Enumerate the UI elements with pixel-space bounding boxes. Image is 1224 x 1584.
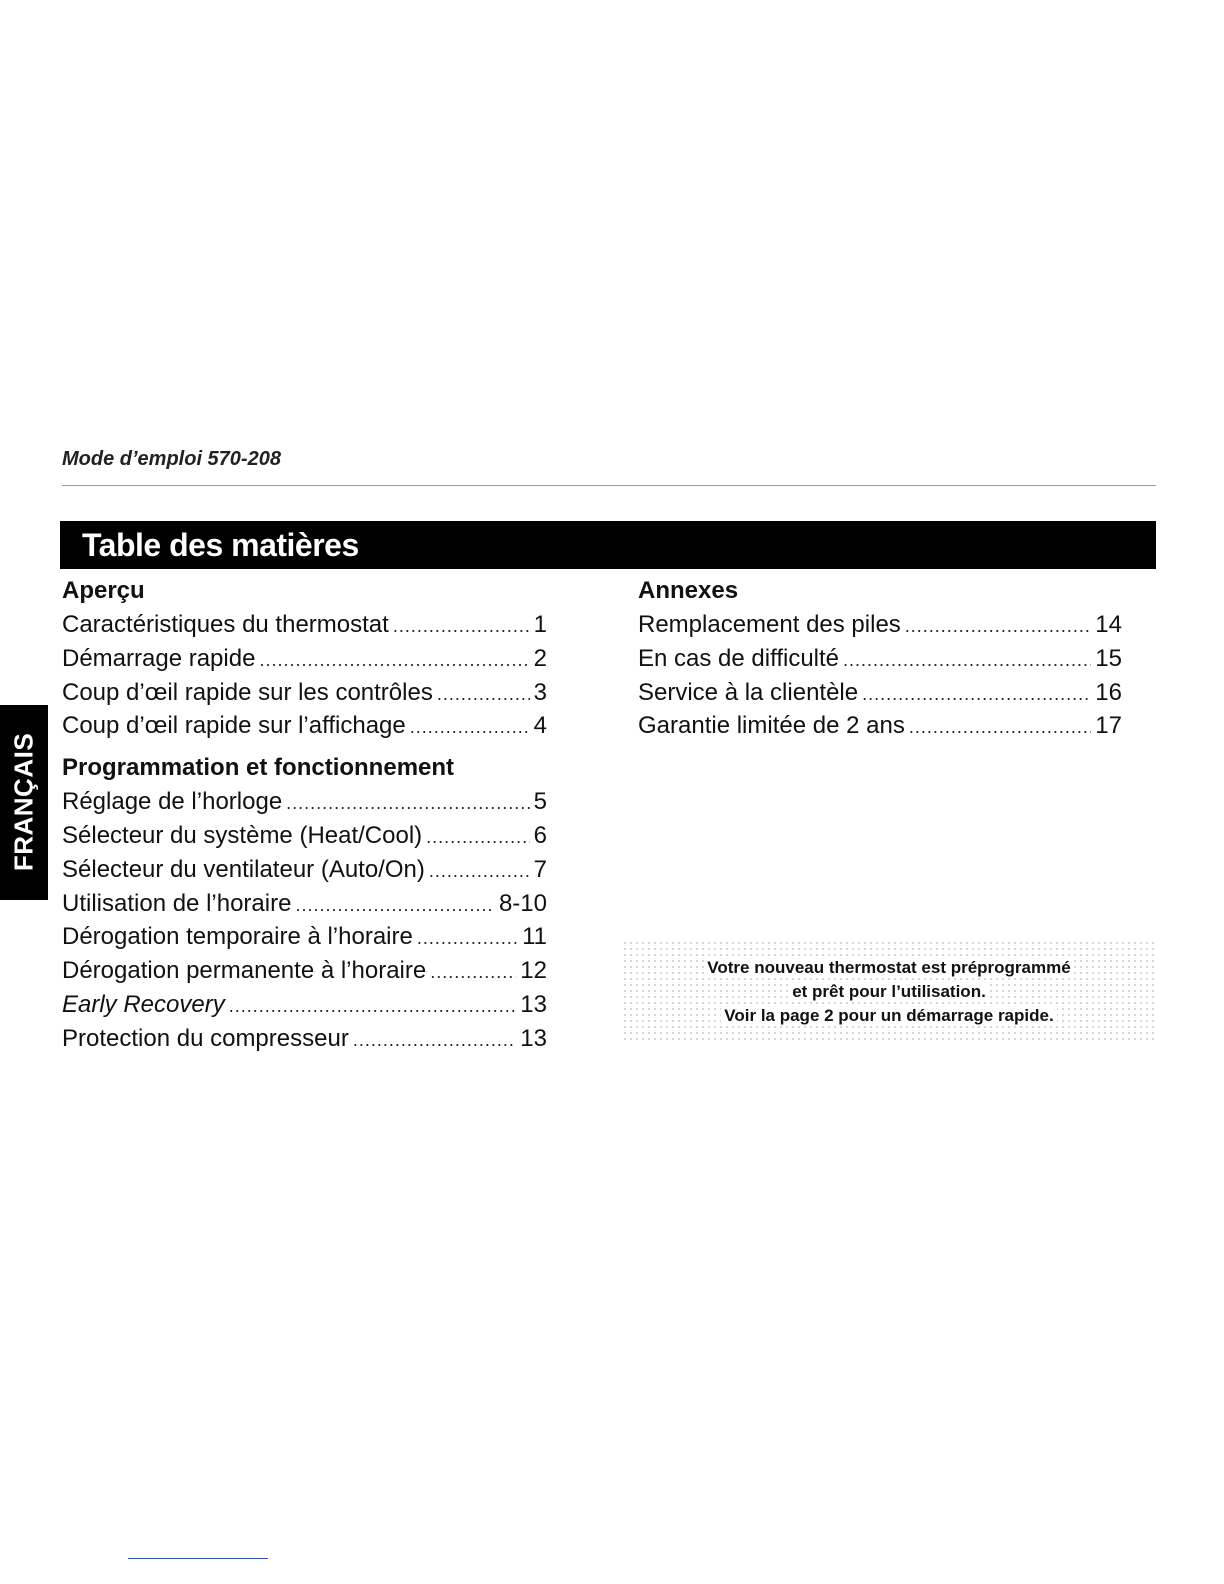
toc-leader [843,644,1091,678]
toc-entry-title: Dérogation temporaire à l’horaire [62,923,413,951]
toc-leader [437,678,530,712]
toc-entry-page: 1 [533,611,547,638]
toc-entry-title: Dérogation permanente à l’horaire [62,957,427,985]
footer-rule [128,1558,268,1559]
toc-entry-page: 7 [533,855,547,883]
toc-entry-page: 13 [520,1024,547,1052]
toc-entry[interactable] [638,676,1122,710]
toc-entry-title: Service à la clientèle [638,678,859,706]
toc-entry-title: Caractéristiques du thermostat [62,611,389,638]
toc-entry-page: 14 [1095,611,1122,638]
toc-leader [426,821,529,855]
toc-entry-title: Réglage de l’horloge [62,788,283,816]
toc-entry-page: 2 [533,644,547,672]
toc-leader [259,644,529,678]
toc-leader [353,1024,516,1058]
toc-entry-page: 15 [1095,644,1122,672]
toc-entry-title: Utilisation de l’horaire [62,889,292,917]
toc-entry[interactable] [62,642,547,676]
language-tab-label: FRANÇAIS [8,732,39,872]
toc-entry[interactable] [62,1022,547,1056]
section-heading: Programmation et fonctionnement [62,754,455,782]
toc-entry[interactable] [62,887,547,921]
toc-entry-title: Sélecteur du système (Heat/Cool) [62,821,423,849]
toc-entry-title: Coup d’œil rapide sur les contrôles [62,678,433,706]
toc-entry[interactable] [62,853,547,887]
toc-entry[interactable] [62,785,547,819]
toc-right-column [638,574,1122,743]
toc-entry[interactable] [62,819,547,853]
notice-line: Votre nouveau thermostat est préprogrammé [704,958,1073,977]
toc-entry[interactable] [638,642,1122,676]
toc-entry-page: 4 [533,712,547,740]
toc-entry-page: 3 [533,678,547,706]
toc-entry[interactable] [62,709,547,743]
toc-leader [430,956,516,990]
toc-leader [429,855,530,889]
section-heading: Annexes [638,577,739,604]
toc-entry[interactable] [62,676,547,710]
toc-entry[interactable] [62,954,547,988]
toc-entry-title: Coup d’œil rapide sur l’affichage [62,712,406,740]
toc-entry-title: Sélecteur du ventilateur (Auto/On) [62,855,425,883]
toc-entry[interactable] [62,920,547,954]
toc-entry-title: Protection du compresseur [62,1024,349,1052]
toc-leader [286,787,529,821]
toc-leader [393,610,530,644]
toc-entry[interactable] [638,608,1122,642]
toc-leader [229,990,517,1024]
notice-line: Voir la page 2 pour un démarrage rapide. [721,1006,1056,1025]
toc-entry-page: 17 [1095,712,1122,740]
toc-entry-title: Démarrage rapide [62,644,256,672]
toc-leader [417,922,518,956]
toc-entry-page: 16 [1095,678,1122,706]
toc-entry-title: En cas de difficulté [638,644,840,672]
toc-entry-title: Early Recovery [62,990,225,1018]
toc-entry-page: 6 [533,821,547,849]
toc-leader [295,889,495,923]
toc-entry-page: 5 [533,788,547,816]
toc-left-column [62,574,547,1056]
header-divider [62,485,1156,486]
toc-entry[interactable] [638,709,1122,743]
toc-leader [905,610,1092,644]
toc-entry-title: Garantie limitée de 2 ans [638,712,905,740]
notice-line: et prêt pour l’utilisation. [789,982,989,1001]
section-heading: Aperçu [62,577,145,604]
language-tab [0,705,48,900]
document-header: Mode d’emploi 570-208 [62,448,281,470]
toc-leader [862,678,1091,712]
page-title: Table des matières [60,521,1156,569]
toc-entry[interactable] [62,988,547,1022]
toc-entry-page: 12 [520,957,547,985]
toc-entry[interactable] [62,608,547,642]
quick-start-notice [622,940,1156,1040]
toc-entry-page: 13 [520,990,547,1018]
toc-leader [909,711,1091,745]
toc-entry-page: 11 [522,923,547,951]
toc-entry-title: Remplacement des piles [638,611,901,638]
toc-leader [410,711,530,745]
toc-entry-page: 8-10 [498,889,547,917]
